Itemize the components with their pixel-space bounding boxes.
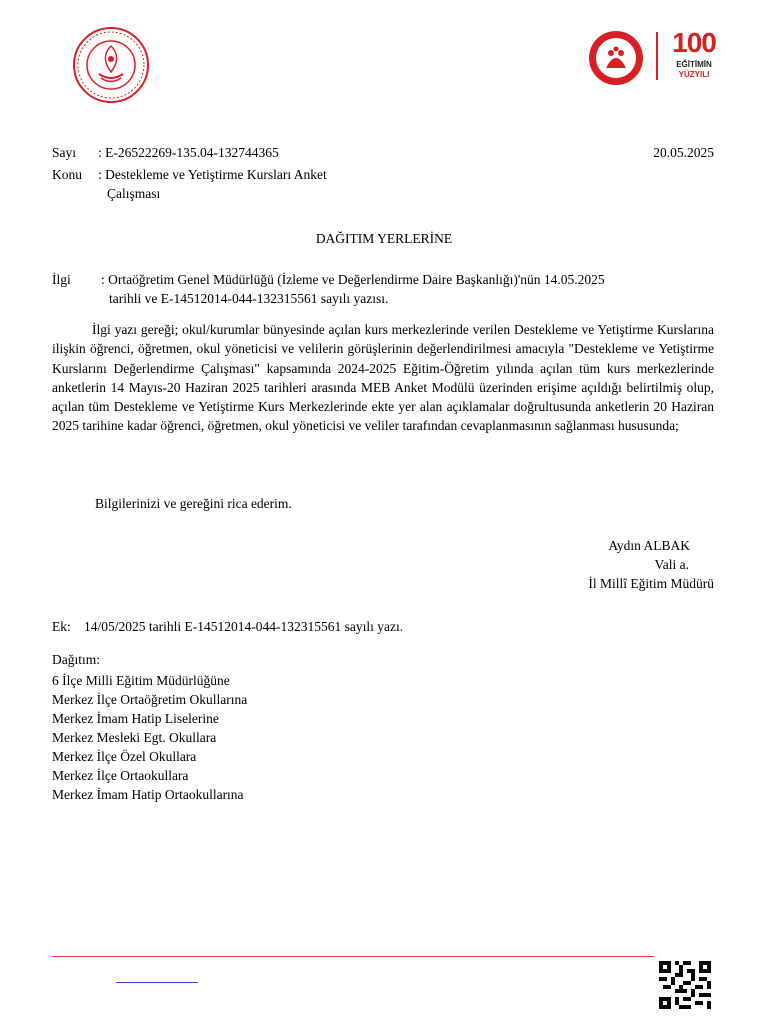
list-item: Merkez İmam Hatip Ortaokullarına bbox=[52, 787, 244, 802]
list-item: Merkez İlçe Ortaöğretim Okullarına bbox=[52, 692, 248, 707]
signer-name: Aydın ALBAK bbox=[608, 538, 690, 553]
hundred-caption-1: EĞİTİMİN bbox=[676, 60, 712, 69]
footer-link[interactable] bbox=[116, 982, 198, 983]
konu-value-line1: : Destekleme ve Yetiştirme Kursları Anket bbox=[98, 167, 327, 182]
sayi-row bbox=[52, 143, 279, 162]
list-item: Merkez Mesleki Egt. Okullara bbox=[52, 730, 217, 745]
list-item: 6 İlçe Milli Eğitim Müdürlüğüne bbox=[52, 673, 230, 688]
konu-row bbox=[52, 165, 327, 184]
sayi-label: Sayı bbox=[52, 145, 77, 160]
signer-title-2: İl Millî Eğitim Müdürü bbox=[588, 576, 714, 591]
list-item: Merkez İmam Hatip Liselerine bbox=[52, 711, 219, 726]
ilgi-line2: tarihli ve E-14512014-044-132315561 sayılı yazısı. bbox=[109, 291, 389, 306]
konu-label: Konu bbox=[52, 167, 82, 182]
ek-value: 14/05/2025 tarihli E-14512014-044-132315561 sayılı yazı. bbox=[84, 619, 404, 634]
qr-code-icon bbox=[659, 960, 711, 1010]
ilgi-label: İlgi bbox=[52, 272, 71, 287]
document-date: 20.05.2025 bbox=[653, 145, 714, 160]
logo-divider bbox=[656, 32, 658, 80]
sayi-value: : E-26522269-135.04-132744365 bbox=[98, 145, 279, 160]
hundred-number: 100 bbox=[672, 27, 716, 58]
body-paragraph: İlgi yazı gereği; okul/kurumlar bünyesinde açılan kurs merkezlerinde verilen Destekleme ve Yetiştirme Kurslarına ilişkin öğrenci, öğretmen, okul yöneticisi ve velilerin görüşlerinin değerlendirilmesi amacıyla "Destekleme ve Yetiştirme Kurslarını Değerlendirme Çalışması" kapsamında 2024-2025 Eğitim-Öğretim yılında açılan tüm kurs merkezlerinde anketlerin 14 Mayıs-20 Haziran 2025 tarihleri arasında MEB Anket Modülü üzerinden erişime açıldığı belirtilmiş olup, açılan tüm Destekleme ve Yetiştirme Kurs Merkezlerinde ekte yer alan açıklamalar doğrultusunda anketlerin 20 Haziran 2025 tarihine kadar öğrenci, öğretmen, okul yöneticisi ve veliler tarafından cevaplanmasının sağlanması hususunda; bbox=[52, 322, 714, 434]
footer-divider bbox=[52, 956, 654, 957]
hundred-caption-2: YÜZYILI bbox=[678, 70, 710, 79]
list-item: Merkez İlçe Özel Okullara bbox=[52, 749, 197, 764]
meb-seal-logo bbox=[72, 26, 150, 104]
egitimin-yuzyili-logo bbox=[666, 28, 722, 88]
aile-yili-logo bbox=[584, 28, 722, 90]
ilgi-line1: : Ortaöğretim Genel Müdürlüğü (İzleme ve Değerlendirme Daire Başkanlığı)'nün 14.05.2025 bbox=[101, 272, 605, 287]
dagitim-label: Dağıtım: bbox=[52, 652, 100, 667]
ek-row bbox=[52, 617, 403, 636]
dagitim-list bbox=[52, 671, 247, 804]
signer-title-1: Vali a. bbox=[654, 557, 689, 572]
list-item: Merkez İlçe Ortaokullara bbox=[52, 768, 189, 783]
konu-value-line2: Çalışması bbox=[107, 186, 161, 201]
ek-label: Ek: bbox=[52, 619, 71, 634]
closing-sentence: Bilgilerinizi ve gereğini rica ederim. bbox=[95, 496, 292, 511]
distribution-title: DAĞITIM YERLERİNE bbox=[315, 231, 453, 246]
